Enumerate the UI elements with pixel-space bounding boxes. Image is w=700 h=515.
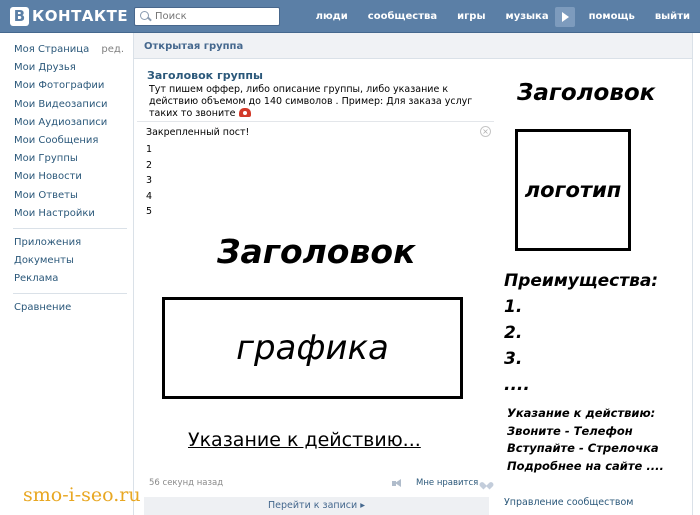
nav-games[interactable]: игры bbox=[457, 11, 486, 22]
top-bar bbox=[0, 0, 700, 33]
post-number: 4 bbox=[146, 190, 153, 202]
actions-block bbox=[507, 405, 664, 475]
benefit-item: 3. bbox=[504, 349, 523, 369]
edit-link[interactable]: ред. bbox=[101, 44, 124, 55]
nav-communities[interactable]: сообщества bbox=[367, 11, 438, 22]
search-icon bbox=[139, 10, 153, 24]
like-button[interactable] bbox=[416, 478, 491, 488]
sidebar-item-label: Мои Настройки bbox=[14, 207, 95, 219]
play-icon[interactable] bbox=[555, 7, 575, 27]
post-graphic-placeholder[interactable] bbox=[162, 297, 463, 399]
manage-community-link[interactable]: Управление сообществом bbox=[504, 497, 634, 508]
sidebar-item-answers[interactable] bbox=[0, 187, 133, 205]
action-item: Звоните - Телефон bbox=[507, 423, 633, 438]
go-to-post-label: Перейти к записи bbox=[268, 500, 358, 511]
sidebar-item-videos[interactable] bbox=[0, 96, 133, 114]
benefit-item: .... bbox=[504, 375, 530, 395]
action-item: Подробнее на сайте .... bbox=[507, 458, 664, 473]
post-call-to-action[interactable]: Указание к действию... bbox=[188, 429, 421, 451]
sidebar-item-documents[interactable] bbox=[0, 252, 133, 270]
benefits-title: Преимущества: bbox=[504, 271, 659, 291]
search-input[interactable] bbox=[155, 11, 275, 22]
nav-help[interactable]: помощь bbox=[588, 11, 635, 22]
sidebar-item-friends[interactable] bbox=[0, 59, 133, 77]
pinned-label: Закрепленный пост! bbox=[146, 127, 250, 138]
heart-icon bbox=[482, 479, 491, 487]
post-number: 2 bbox=[146, 159, 153, 171]
sidebar-item-label: Сравнение bbox=[14, 302, 72, 314]
nav-people[interactable]: люди bbox=[315, 11, 348, 22]
sidebar-divider bbox=[13, 293, 127, 294]
post-heading: Заголовок bbox=[217, 232, 416, 271]
sidebar-item-label: Мои Друзья bbox=[14, 62, 76, 74]
vk-logo[interactable] bbox=[10, 6, 128, 26]
sidebar-item-news[interactable] bbox=[0, 168, 133, 186]
vk-logo-icon: В bbox=[10, 7, 29, 26]
sidebar-item-audio[interactable] bbox=[0, 114, 133, 132]
sidebar-item-messages[interactable] bbox=[0, 132, 133, 150]
sidebar-item-label: Моя Страница bbox=[14, 44, 90, 55]
like-label: Мне нравится bbox=[416, 478, 479, 488]
close-icon[interactable]: × bbox=[480, 126, 491, 137]
graphic-label: графика bbox=[236, 328, 389, 368]
sidebar-item-groups[interactable] bbox=[0, 150, 133, 168]
group-description-text: Тут пишем оффер, либо описание группы, либо указание к действию объемом до 140 символов . Пример: Для заказа услуг таких то звоните bbox=[149, 84, 473, 119]
logo-label: логотип bbox=[524, 178, 622, 202]
group-avatar-placeholder[interactable] bbox=[515, 129, 631, 251]
actions-title: Указание к действию: bbox=[507, 406, 656, 420]
sidebar-item-label: Документы bbox=[14, 255, 74, 267]
sidebar-item-settings[interactable] bbox=[0, 205, 133, 223]
sidebar-item-label: Мои Сообщения bbox=[14, 134, 99, 146]
search-box[interactable] bbox=[134, 7, 280, 26]
sidebar-item-label: Реклама bbox=[14, 273, 59, 285]
sidebar-item-label: Мои Аудиозаписи bbox=[14, 116, 108, 128]
site-watermark: smo-i-seo.ru bbox=[23, 484, 141, 506]
nav-logout[interactable]: выйти bbox=[654, 11, 690, 22]
post-timestamp[interactable]: 56 секунд назад bbox=[149, 478, 224, 488]
post-number: 5 bbox=[146, 206, 153, 217]
post-number: 1 bbox=[146, 144, 153, 155]
sidebar-item-ads[interactable] bbox=[0, 270, 133, 288]
nav-music[interactable]: музыка bbox=[505, 11, 549, 22]
action-item: Вступайте - Стрелочка bbox=[507, 441, 659, 455]
benefit-item: 1. bbox=[504, 297, 523, 317]
go-to-post-button[interactable]: Перейти к записи ▸ bbox=[144, 497, 489, 515]
sidebar-item-label: Мои Группы bbox=[14, 153, 78, 165]
group-page bbox=[133, 33, 693, 515]
sidebar-item-label: Мои Фотографии bbox=[14, 80, 105, 92]
benefit-item: 2. bbox=[504, 323, 523, 343]
post-number-list bbox=[146, 142, 152, 220]
widget-title: Заголовок bbox=[517, 80, 656, 106]
sidebar-item-apps[interactable] bbox=[0, 234, 133, 252]
sidebar-item-label: Мои Новости bbox=[14, 171, 82, 183]
sidebar-item-label: Мои Видеозаписи bbox=[14, 98, 108, 110]
vk-logo-text: КОНТАКТЕ bbox=[32, 7, 129, 25]
share-icon[interactable] bbox=[392, 479, 402, 487]
sidebar-divider bbox=[13, 228, 127, 229]
sidebar-item-photos[interactable] bbox=[0, 77, 133, 95]
sidebar-item-compare[interactable] bbox=[0, 299, 133, 317]
sidebar-item-label: Мои Ответы bbox=[14, 189, 78, 201]
pinned-post bbox=[137, 121, 494, 515]
sidebar-item-my-page[interactable] bbox=[0, 41, 133, 59]
section-header: Открытая группа bbox=[134, 33, 692, 59]
phone-icon bbox=[239, 108, 251, 117]
sidebar-item-label: Приложения bbox=[14, 236, 82, 248]
left-sidebar bbox=[0, 33, 133, 515]
top-nav bbox=[306, 0, 700, 33]
group-title: Заголовок группы bbox=[147, 69, 263, 82]
post-number: 3 bbox=[146, 175, 153, 186]
group-description bbox=[149, 84, 489, 120]
benefits-block bbox=[504, 268, 658, 398]
